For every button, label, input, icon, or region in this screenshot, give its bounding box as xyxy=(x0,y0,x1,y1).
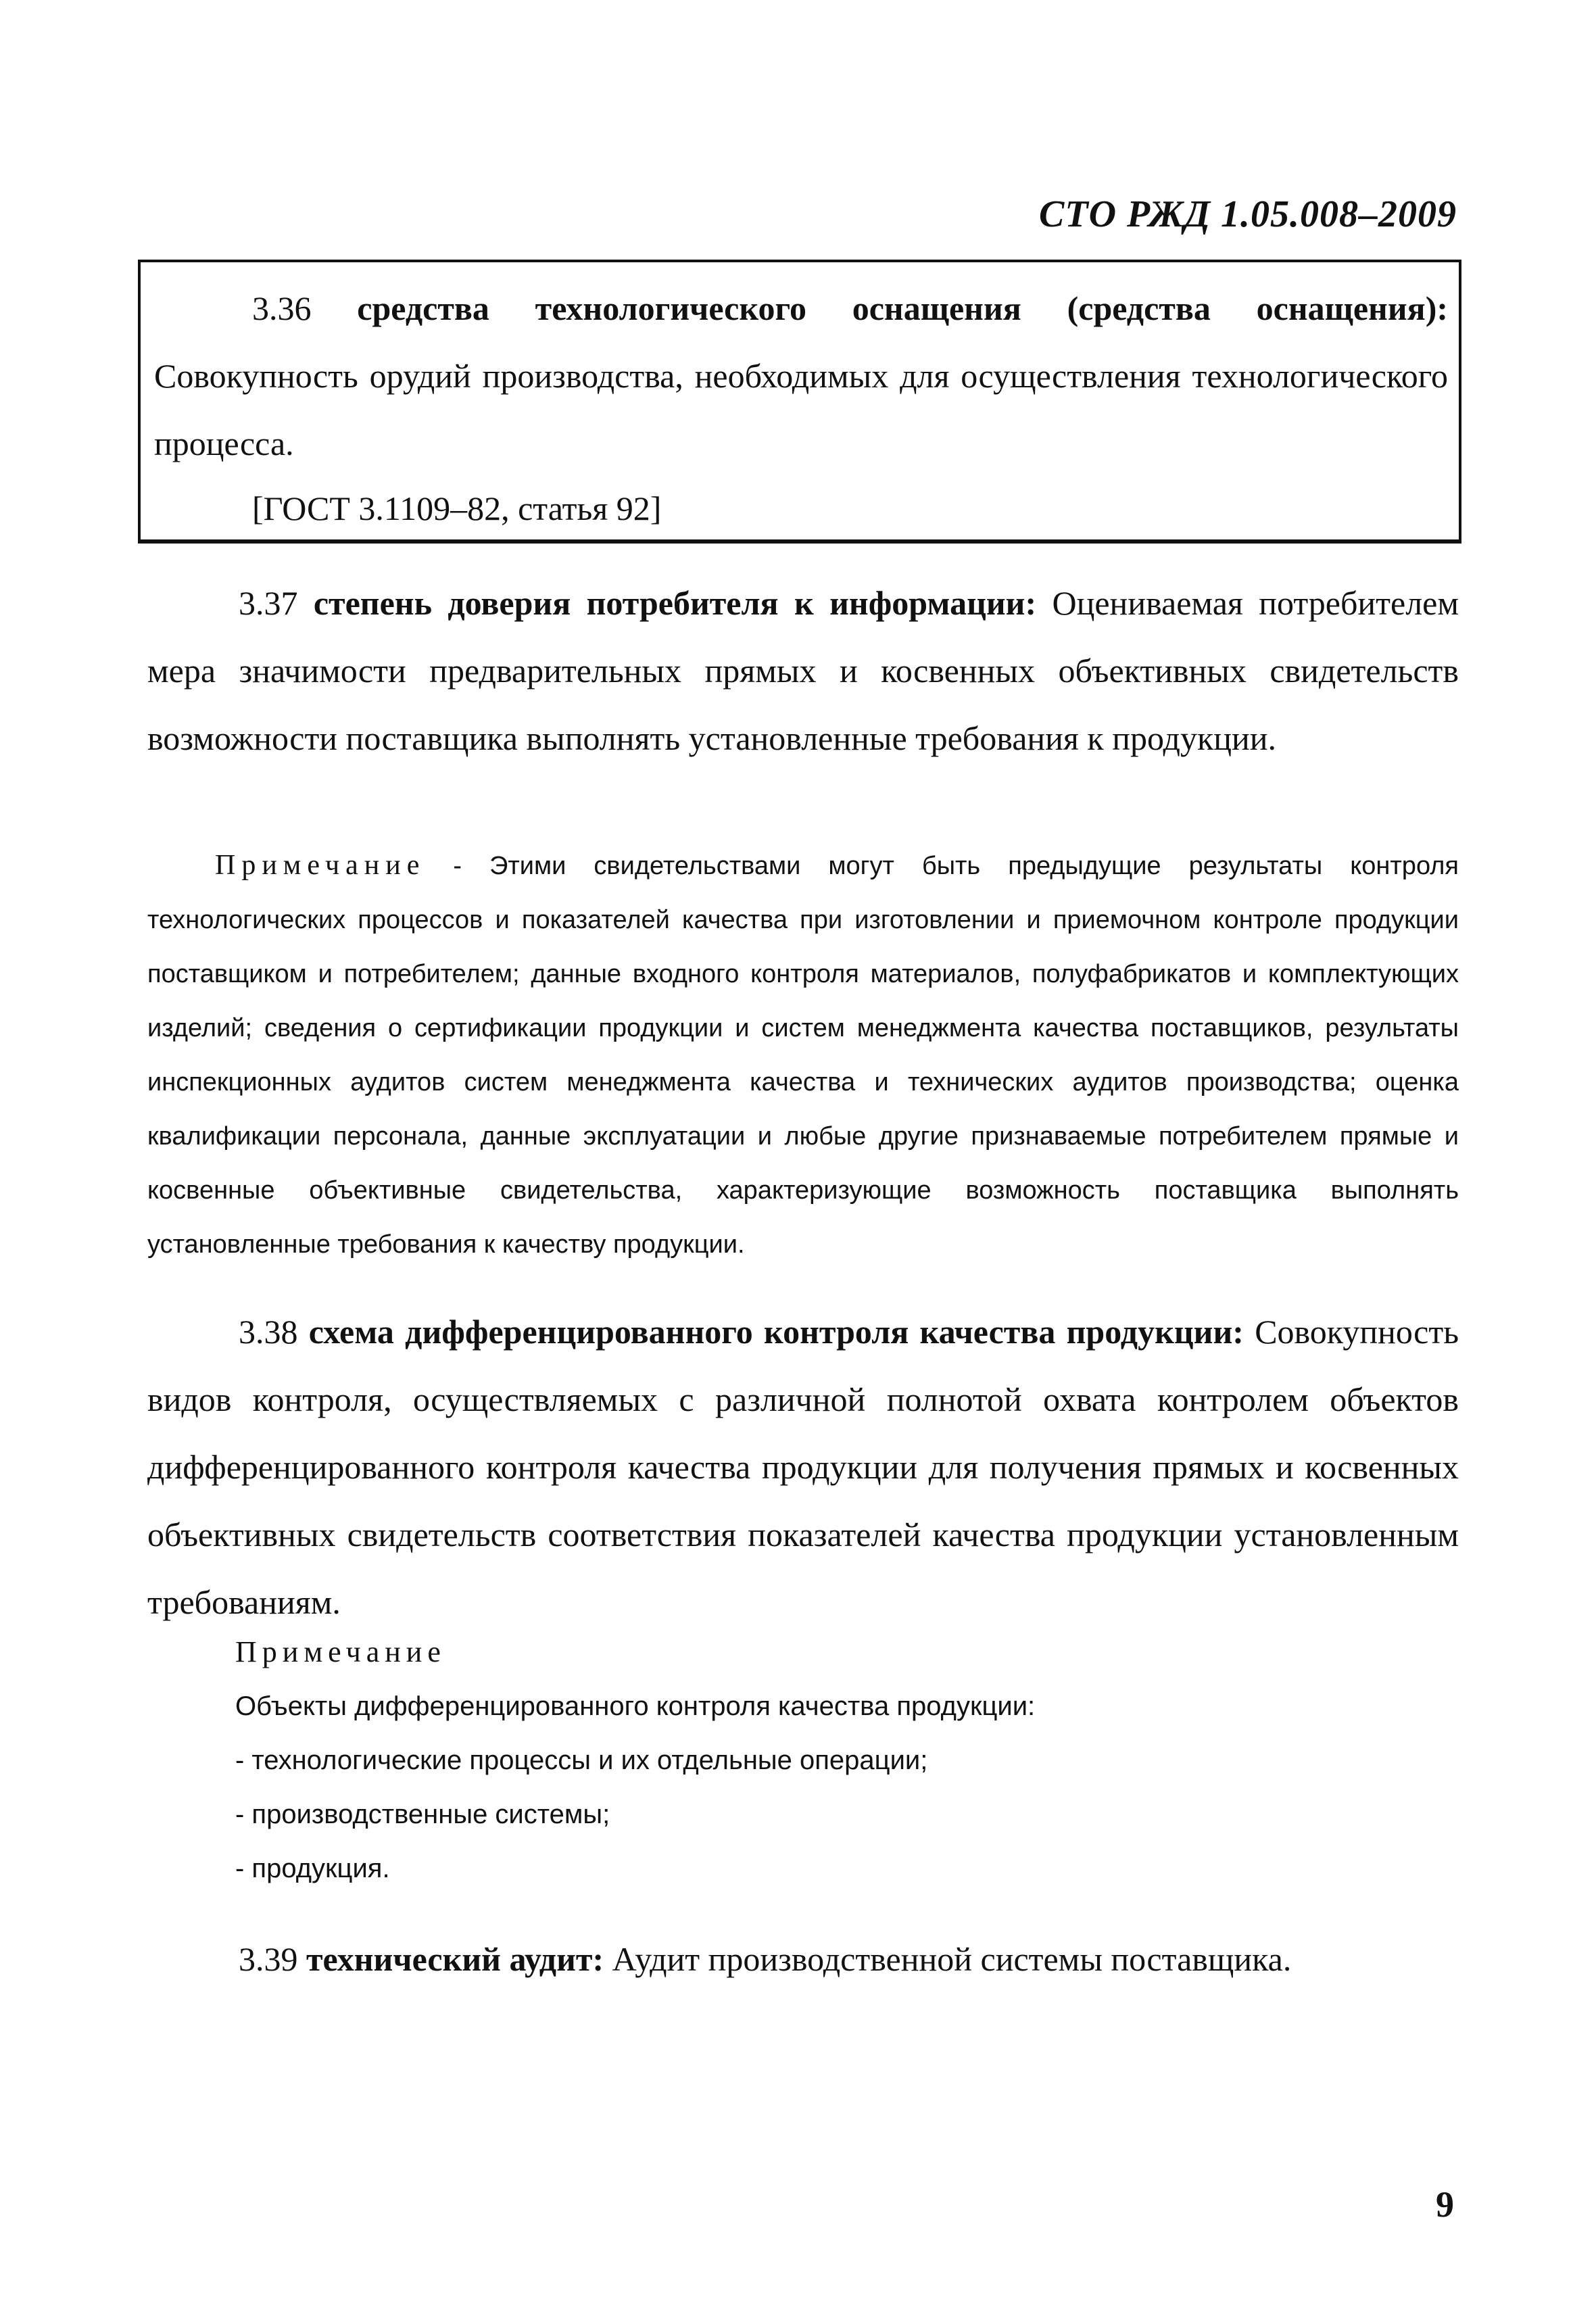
term-number: 3.37 xyxy=(239,584,298,622)
note-label: Примечание xyxy=(235,1635,446,1668)
term-definition: Совокупность видов контроля, осуществляемых с различной полнотой охвата контролем объектов дифференцированного контроля качества продукции для получения прямых и косвенных объективных свидетельств соответствия показателей качества продукции установленным требованиям. xyxy=(147,1313,1459,1621)
term-definition: Совокупность орудий производства, необходимых для осуществления технологического процесса. xyxy=(154,357,1448,462)
term-number: 3.36 xyxy=(252,289,312,327)
term-title: схема дифференцированного контроля качества продукции: xyxy=(308,1313,1244,1351)
term-3-39 xyxy=(147,1925,1459,1993)
term-title: технический аудит: xyxy=(306,1940,604,1978)
page-number: 9 xyxy=(1436,2184,1454,2225)
note-list-item: - производственные системы; xyxy=(235,1800,610,1829)
note-paragraph xyxy=(147,838,1459,1272)
term-title: степень доверия потребителя к информации: xyxy=(313,584,1037,622)
term-reference: [ГОСТ 3.1109–82, статья 92] xyxy=(252,489,662,527)
note-text: - Этими свидетельствами могут быть предыдущие результаты контроля технологических процессов и показателей качества при изготовлении и приемочном контроле продукции поставщиком и потребителем; данные входного контроля материалов, полуфабрикатов и комплектующих изделий; сведения о сертификации продукции и систем менеджмента качества поставщиков, результаты инспекционных аудитов систем менеджмента качества и технических аудитов производства; оценка квалификации персонала, данные эксплуатации и любые другие признаваемые потребителем прямые и косвенные объективные свидетельства, характеризующие возможность поставщика выполнять установленные требования к качеству продукции. xyxy=(147,852,1459,1259)
term-3-36-box xyxy=(138,260,1461,544)
note-list-item: - технологические процессы и их отдельные операции; xyxy=(235,1745,928,1775)
term-3-36 xyxy=(154,274,1448,477)
term-definition: Оцениваемая потребителем мера значимости предварительных прямых и косвенных объективных свидетельств возможности поставщика выполнять установленные требования к продукции. xyxy=(147,584,1459,757)
term-3-39-paragraph xyxy=(147,1925,1459,1993)
note-intro: Объекты дифференцированного контроля качества продукции: xyxy=(235,1691,1036,1721)
term-definition: Аудит производственной системы поставщика. xyxy=(612,1940,1292,1978)
note-3-38 xyxy=(147,1625,1459,1896)
document-code: СТО РЖД 1.05.008–2009 xyxy=(1039,193,1457,235)
note-3-37 xyxy=(147,838,1459,1272)
term-number: 3.38 xyxy=(239,1313,298,1351)
note-label: Примечание xyxy=(215,850,426,881)
term-number: 3.39 xyxy=(239,1940,298,1978)
note-list-item: - продукция. xyxy=(235,1854,390,1883)
term-3-38-paragraph xyxy=(147,1298,1459,1636)
term-3-37 xyxy=(147,569,1459,772)
term-title: средства технологического оснащения (средства оснащения): xyxy=(357,289,1449,327)
term-3-37-paragraph xyxy=(147,569,1459,772)
term-3-38 xyxy=(147,1298,1459,1636)
